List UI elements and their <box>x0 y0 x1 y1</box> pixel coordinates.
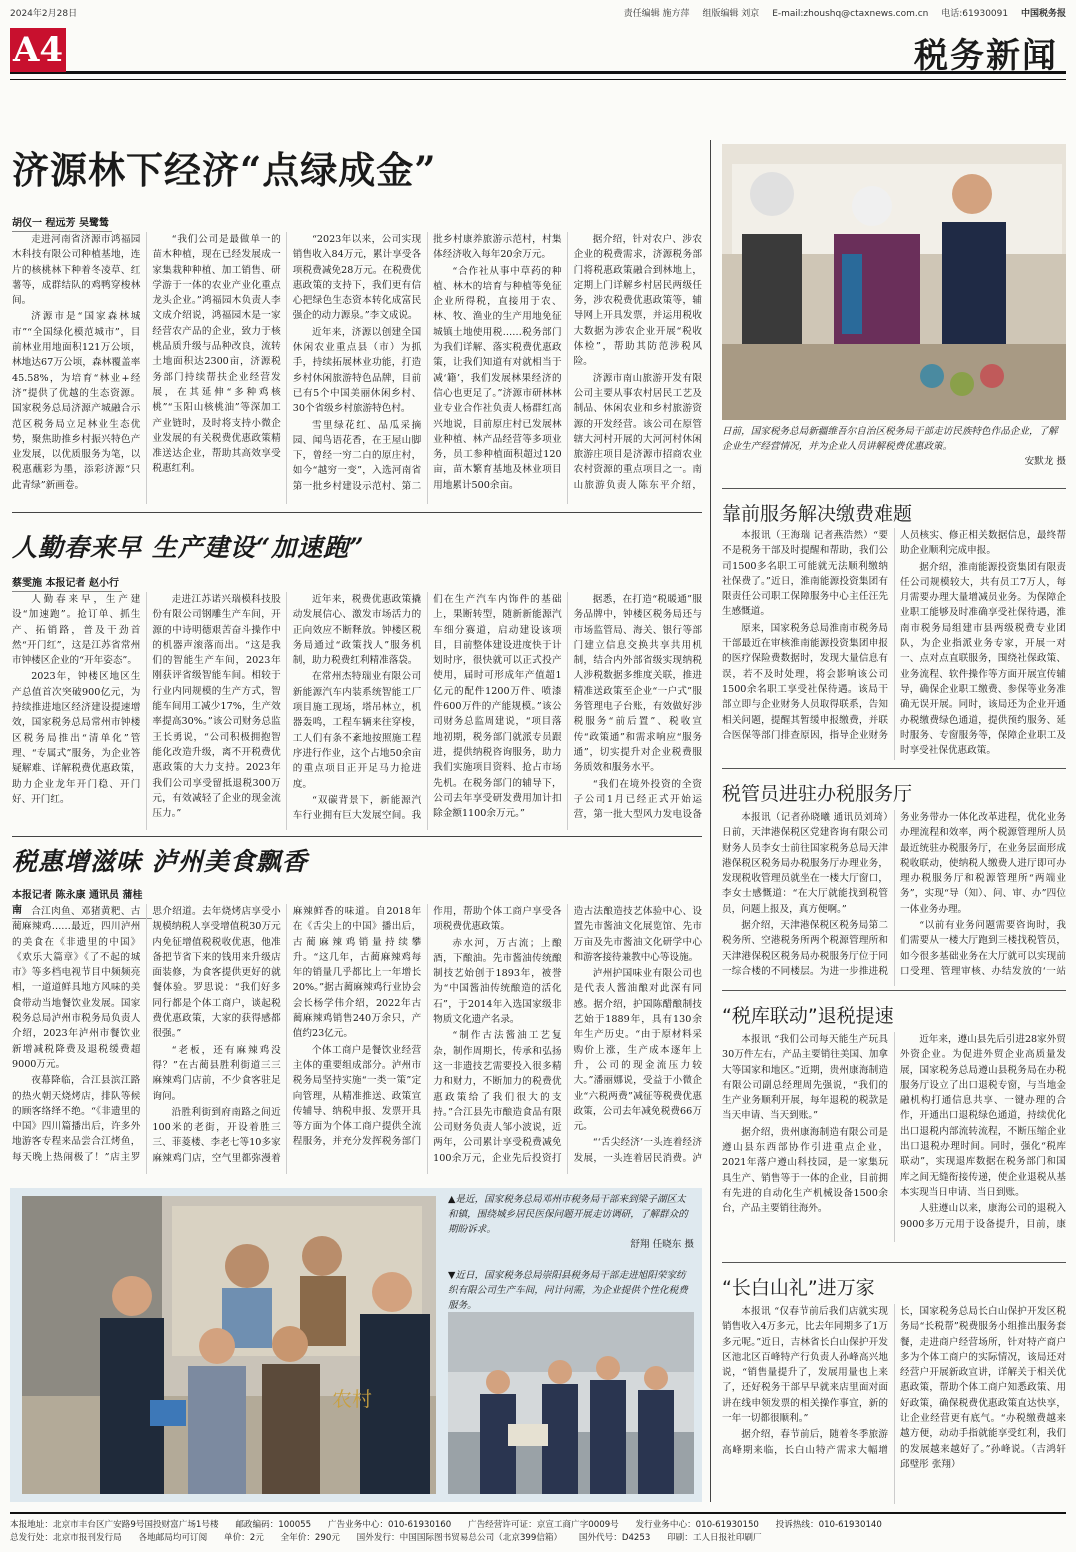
footer-line-2 <box>10 1532 1066 1545</box>
right5-body <box>722 1304 1066 1504</box>
footer-distribution: 发行业务中心：010-61930150 <box>635 1520 759 1530</box>
article1-title: 济源林下经济“点绿成金” <box>12 148 437 192</box>
right4-title: “税库联动”退税提速 <box>722 990 1066 1028</box>
right1-credit: 安默龙 摄 <box>1024 456 1066 467</box>
right5-title: “长白山礼”进万家 <box>722 1262 1066 1300</box>
article2-body <box>12 592 702 830</box>
article1-byline: 胡仪一 程远芳 吴鹭鸶 <box>12 214 112 232</box>
panel-credit-1: 舒翔 任晓东 摄 <box>630 1239 694 1250</box>
right2-p2: 原来，国家税务总局淮南市税务局干部最近在审核淮南能源投资集团申报的医疗保险费数据时，发现大量信息有误，若不及时处理，将会影响该公司1500余名职工享受社保待遇。该局干部立即与企业财务人员取得联系，告知相关问题，提醒其暂缓申报缴费，并联合医保等部门排查原因，指导企业财务人员核实、修正相关数据信息，最终帮助企业顺利完成申报。 <box>722 530 1066 741</box>
main-column-divider <box>710 140 711 1502</box>
phone: 电话:61930091 <box>941 9 1009 19</box>
right5-p1: 本报讯 “仅春节前后我们店就实现销售收入4万多元，比去年同期多了1万多元呢。”近日，吉林省长白山保护开发区池北区百峰特产行负责人孙峰高兴地说，“销售量提升了，发展用量也上来了，还好税务干部早早就来店里面对面讲在线申领发票的相关操作事宜，新的一年一切都很顺利。” <box>722 1306 888 1425</box>
footer-overseas-code: 国外代号：D4253 <box>578 1533 651 1543</box>
top-strip <box>10 6 1066 20</box>
right4-p4: 人驻遵山以来，康海公司的退税入9000多万元用于设备提升，目前，康 <box>900 1203 1066 1230</box>
article2-p6: “双碳背景下，新能源汽车行业拥有巨大发展空间。我们在生产汽车内饰件的基础上，果断转型，随新新能源汽车细分赛道，启动建设该项目，目前整体建设进度快于计划时序，很快就可以正式投产使用，届时可形成年产值超1亿元的配件1200万件、喷漆件600万件的产能规模。”该公司财务总监周建说，“项目落地初期，税务部门就派专员跟进，提供纳税咨询服务，助力我们实施项目资料、抢占市场先机。在税务部门的辅导下，公司去年享受研发费用加计扣除金额1100余万元。” <box>292 594 562 822</box>
article3-p6: 赤水河，万古流；上酿酒，下酿油。先市酱油传统酿制技艺始创于1893年，被誉为“中国酱油传统酿造的活化石”，于2014年入选国家级非物质文化遗产名录。 <box>433 937 562 1026</box>
article1-body <box>12 232 702 504</box>
article2-p1: 人勤春来早，生产建设“加速跑”。抢订单、抓生产、拓销路，普及干劲首然“开门红”，这是江苏省常州市钟楼区企业的“开年姿态”。 <box>12 594 141 667</box>
article2-title: 人勤春来早 生产建设“加速跑” <box>12 533 365 562</box>
footer-overseas: 国外发行：中国国际图书贸易总公司（北京399信箱） <box>356 1533 563 1543</box>
article1-p5: 近年来，济源以创建全国休闲农业重点县（市）为抓手，持续拓展林业功能，打造乡村休闲旅游特色品牌，目前已有5个中国美丽休闲乡村、30个省级乡村旅游特色村。 <box>292 326 422 415</box>
article3-p4: 沿胜利街到府南路之间近100米的老街，开设着胜三三、菲菱楼、李老七等10多家麻辣鸡门店，空气里都弥漫着麻辣鲜香的味道。自2018年在《舌尖上的中国》播出后，古蔺麻辣鸡销量持续攀升。“这几年，古蔺麻辣鸡每年的销量几乎都比上一年增长20%。”据古蔺麻辣鸡行业协会会长杨学伟介绍，2022年古蔺麻辣鸡销售240万余只，产值约23亿元。 <box>152 906 422 1164</box>
panel-caption-1-text: ▲是近，国家税务总局邓州市税务局干部来到梁子湖区太和镇，围绕城乡居民医保问题开展走访调研，了解群众的期盼诉求。 <box>448 1194 688 1235</box>
article1-p9: 济源市南山旅游开发有限公司主要从事农村居民工艺及制品、休闲农业和乡村旅游资源的开发经营。该公司在原管辖大河村开展的大河河村休闲旅游庄项目是济源市招商农业农村资源的重点项目之一。南山旅游负责人陈东平介绍， <box>573 372 702 491</box>
footer-postcode: 邮政编码：100055 <box>235 1520 312 1530</box>
right2-title: 靠前服务解决缴费难题 <box>722 488 1066 526</box>
right1-caption-text: 日前，国家税务总局新疆维吾尔自治区税务局干部走访民族特色作品企业，了解企业生产经营情况，并为企业人员讲解税费优惠政策。 <box>722 426 1058 452</box>
article1-p6: 雪里绿花红、品瓜采摘园、闻鸟语花香，在王屋山脚下，曾经一穷二白的原庄村，如今“越穷一变”，入选河南省第一批乡村建设示范村、第二批乡村康养旅游示范村，村集体经济收入每年20余万元。 <box>292 234 562 492</box>
right3-p3: “以前有业务问题需要咨询时，我们需要从一楼大厅跑到三楼找税管员，如今很多基础业务在大厅就可以实现前口受理、管理审核、办结发放的‘一站 <box>900 920 1066 977</box>
right4-body <box>722 1032 1066 1242</box>
right5-p2: 据介绍，春节前后，随着冬季旅游高峰期来临，长白山特产需求大幅增长，国家税务总局长白山保护开发区税务局“长税帮”税费服务小组推出服务套餐，走进商户经营场所，针对特产商户多为个体工商户的实际情况，该局还对经营户开展新政宣讲，详解关于相关优惠政策，帮助个体工商户知悉政策、用好政策，确保税费优惠政策直达快享，让企业经营更有底气。“办税缴费越来越方便，动动手指就能享受红利，我们的发展越来越好了。”孙峰说。（吉鸿轩 邱璧彤 张翔） <box>722 1306 1066 1470</box>
footer <box>10 1512 1066 1545</box>
right3-body <box>722 810 1066 986</box>
footer-issuer: 总发行处：北京市报刊发行局 <box>10 1533 122 1543</box>
article3-p5: 个体工商户是餐饮业经营主体的重要组成部分。泸州市税务局坚持实施“一类一策”定向管理，从精准推送、政策宣传辅导、纳税申报、发票开具等方面为个体工商户提供全流程服务，并充分发挥税务部门作用，帮助个体工商户享受各项税费优惠政策。 <box>292 906 562 1148</box>
article3-byline: 本报记者 陈永康 通讯员 蒲桂南 <box>12 886 152 919</box>
right1-caption <box>722 424 1066 469</box>
photo-village-visit <box>22 1196 436 1494</box>
article3-p8: 泸州护国味业有限公司也是代表人酱油酿对此深有同感。据介绍，护国陈醋酿制技艺始于1889年，具有130余年生产历史。“由于原材料采购价上涨，生产成本逐年上升，公司的现金流压力较大。”潘丽娜说，受益于小微企业“六税两费”减征等税费优惠政策，公司去年减免税费66万元。 <box>573 968 702 1133</box>
footer-subscribe: 各地邮局均可订阅 <box>138 1533 208 1543</box>
page-number: A4 <box>10 28 66 72</box>
photo-xinjiang-visit-image <box>722 144 1066 420</box>
article1-p4: “2023年以来，公司实现销售收入84万元，累计享受各项税费减免28万元。在税费优惠政策的支持下，我们更有信心把绿色生态资本转化成富民强企的动力源泉。”李文成说。 <box>292 234 422 322</box>
footer-address: 本报地址：北京市丰台区广安路9号国投财富广场1号楼 <box>10 1520 219 1530</box>
article2-bottom-rule <box>12 836 702 837</box>
article1-p8: 据介绍，针对农户、涉农企业的税费需求，济源税务部门将税惠政策融合到林地上，定期上门详解乡村居民两级任务，涉农税费优惠政策等，辅导网上开具发票，并运用税收大数据为涉农企业开展“税收体检”，帮助其防范涉税风险。 <box>573 234 702 368</box>
mural-text: 农村 <box>332 1387 372 1411</box>
footer-printer: 印刷：工人日报社印刷厂 <box>667 1533 762 1543</box>
article2-byline: 蔡雯施 本报记者 赵小行 <box>12 574 122 592</box>
right2-body <box>722 528 1066 760</box>
photo-xinjiang-visit <box>722 144 1066 420</box>
article3-p2: 夜幕降临，合江县滨江路的热火朝天烧烤店，排队等候的顾客络绎不绝。“《非遗里的中国》四川篇播出后，许多外地游客专程来品尝合江烤鱼，每天晚上热闹极了！”店主罗思介绍道。去年烧烤店享受小规模纳税人享受增值税30万元内免征增值税税收优惠，他准备把节省下来的钱用来升级店面装修，为食客提供更好的就餐体验。罗思说：“我们好多同行都是个体工商户，谈起税费优惠政策，大家的获得感都很强。” <box>12 906 281 1163</box>
right3-p1: 本报讯（记者孙晓曦 通讯员刘琦）日前，天津港保税区党建咨询有限公司财务人员李女士前往国家税务总局天津港保税区税务局办税服务厅办理业务，发现税收管理员就坐在一楼大厅窗口，李女士感慨道：“在大厅就能找到税管员，问题上报及，真方便啊。” <box>722 812 888 915</box>
article3-p3: “老板，还有麻辣鸡没得？”在古蔺县胜利街道三三麻辣鸡门店前，不少食客驻足询问。 <box>152 1044 281 1102</box>
right3-title: 税管员进驻办税服务厅 <box>722 768 1066 806</box>
right2-p1: 本报讯（王海瑞 记者燕浩然）“要不是税务干部及时提醒和帮助，我们公司1500多名职工可能就无法顺利缴纳社保费了。”近日，淮南能源投资集团有限责任公司职工保障服务中心主任汪先生感慨道。 <box>722 530 888 618</box>
designer: 组版编辑 刘京 <box>702 9 760 19</box>
photo-factory-visit-image <box>448 1312 694 1494</box>
article2-p2: 2023年，钟楼区地区生产总值首次突破900亿元，为持续推进地区经济建设提速增效，国家税务总局常州市钟楼区税务局推出“清单化”管理、“专属式”服务，为企业答疑解难、详解税费优惠政策，助力企业龙年开门稳、开门好、开门红。 <box>12 671 141 805</box>
email[interactable]: E-mail:zhoushq@ctaxnews.com.cn <box>772 9 929 19</box>
article3-p7: “制作古法酱油工艺复杂，制作周期长，传承和弘扬这一非遗技艺需要投入很多精力和财力，不断加力的税费优惠政策给了我们很大的支持。”合江县先市酿造食品有限公司财务负责人邹小波说，近两年，公司累计享受税费减免100余万元，企业先后投资打造古法酿造技艺体验中心、设置先市酱油文化展览馆、先市万亩及先市酱油文化研学中心和游客接待兼教中心等设施。 <box>433 906 702 1164</box>
footer-ad-center: 广告业务中心：010-61930160 <box>327 1520 452 1530</box>
photo-factory-visit <box>448 1312 694 1494</box>
article2-p8: “我们在境外投资的全资子公司1月已经正式开始运营，第一批大型风力发电设备 <box>573 778 702 821</box>
footer-complaint: 投诉热线：010-61930140 <box>775 1520 882 1530</box>
article2-p3: 走进江苏诺兴瑞模科技股份有限公司钢雕生产车间，开源的中诗明德艰苦奋斗操作中的机器声滚落而出。“这是我们的智能生产车间，2023年刚获评省级智能车间。相较于行业内同规模的生产方式，智能车间用工减少17%，生产效率提高30%。”该公司财务总监王长勇说，“公司积极拥抱智能化改造升级，离不开税费优惠政策的大力支持。2023年我们公司享受留抵退税300万元，有效减轻了企业的现金流压力。” <box>152 594 281 820</box>
masthead <box>10 22 1066 74</box>
article1-p2: 济源市是“国家森林城市”“全国绿化模范城市”，目前林业用地面积121万公顷，林地达67万公顷，森林覆盖率45.58%，为培育“林业+经济”提供了优越的生态资源。国家税务总局济源产城融合示范区税务局立足林业生态优势，聚焦助推乡村振兴特色产业发展，以优质服务为笔，以税惠蘸彩为墨，添彩济源“只此青绿”新画卷。 <box>12 311 141 491</box>
article1-bottom-rule <box>12 512 702 513</box>
panel-caption-2-text: ▼近日，国家税务总局崇阳县税务局干部走进旭阳荣家纺织有限公司生产车间，问计问需，为企业提供个性化税费服务。 <box>448 1270 688 1311</box>
footer-line-1 <box>10 1519 1066 1532</box>
article2-p7: 据悉，在打造“税暖通”服务品牌中，钟楼区税务局还与市场监管局、海关、银行等部门建立信息交换共享共用机制，结合内外部省级实现纳税人涉税数据多维度关联，推进精准送政策至企业“一户式”服务管理电子台账，有效做好涉税服务“前后置”、税收宣传“政策通”和需求响应“服务通”，切实提升对企业税费服务质效和服务水平。 <box>573 594 702 774</box>
article3-title: 税惠增滋味 泸州美食飘香 <box>12 847 308 876</box>
editor: 责任编辑 施方萍 <box>623 9 690 19</box>
masthead-rule <box>10 79 1066 80</box>
editorial-info <box>614 6 1066 19</box>
article2-p4: 近年来，税费优惠政策撬动发展信心、激发市场活力的正向效应不断释放。钟楼区税务局通过“政策找人”服务机制，助力税费红利精准落袋。 <box>292 594 422 667</box>
right3-p2: 据介绍，天津港保税区税务局第二税务所、空港税务所两个税源管理所和天津港保税区税务局办税服务厅位于同一综合楼的不同楼层。为进一步推进税务业务带办一体化改革进程，优化业务办理流程和效率，两个税源管理所人员最近统驻办税服务厅，在业务层面形成税收联动，使纳税人缴费人进厅即可办理办税服务厅和税源管理所“两端业务”，实现“导（知）、问、审、办”四位一体业务办理。 <box>722 812 1066 977</box>
footer-annual-price: 全年价：290元 <box>280 1533 340 1543</box>
right2-p3: 据介绍，淮南能源投资集团有限责任公司规模较大，共有员工7万人，每月需要办理大量增减员业务。为保障企业职工能够及时准确享受社保待遇，淮南市税务局组建市县两级税费专业团队，为企业指派业务专家，开展一对一、点对点直联服务，围绕社保政策、业务流程、软件操作等方面开展宣传辅导，确保企业职工缴费、参保等业务准确无误开展。同时，该局还为企业开通办税缴费绿色通道，提供预约服务、延时服务、专窗服务等，保障企业职工及时享受社保优惠政策。 <box>900 561 1066 757</box>
footer-ad-license: 广告经营许可证：京宣工商广字0009号 <box>467 1520 619 1530</box>
article2-p5: 在常州杰特瑞业有限公司新能源汽车内装系统智能工厂项目施工现场，塔吊林立，机器轰鸣，工程车辆来往穿梭，工人们有条不紊地按照施工程序进行作业，这个占地50余亩的重点项目正开足马力抢进度。 <box>292 671 422 790</box>
issue-date: 2024年2月28日 <box>10 9 78 19</box>
right4-p2: 据介绍，贵州康海制造有限公司是遵山县东西部协作引进重点企业，2021年落户遵山科技园，是一家集玩具生产、销售等于一体的企业，目前拥有先进的自动化生产机械设备1500余台，产品主要销往海外。 <box>722 1126 888 1215</box>
right4-p1: 本报讯 “我们公司每天能生产玩具30万件左右，产品主要销往美国、加拿大等国家和地区。”近期，贵州康海制造有限公司副总经理周先强说，“我们的生产业务顺利开展，每年退税的税款是当天申请、当天到账。” <box>722 1034 888 1122</box>
article1-p7: “合作社从事中草药的种植、林木的培育与种植等免征企业所得税，直接用于农、林、牧、渔业的生产用地免征城镇土地使用税……税务部门为我们详解、落实税费优惠政策，让我们知道有对就相当于减‘籍’，我们发展林果经济的信心也更足了。”济源市研林林业专业合作社负责人杨群红高兴地说，目前原庄村已发展林业种植、林产品经营等多项业务，员工参种植面积超过120亩，苗木繁育基地及林业项目用地累计500余亩。 <box>433 265 562 491</box>
paper-name: 中国税务报 <box>1020 9 1066 19</box>
footer-unit-price: 单价：2元 <box>223 1533 264 1543</box>
article1-p1: 走进河南省济源市鸿福园木科技有限公司种植基地，连片的核桃林下种着冬凌草、红薯等，成群结队的鸡鸭穿梭林间。 <box>12 234 141 307</box>
article3-body <box>12 904 702 1174</box>
section-title: 税务新闻 <box>914 36 1058 76</box>
article1-p3: “我们公司是最做单一的苗木种植，现在已经发展成一家集栽种种植、加工销售、研学游于一体的农业产业化重点龙头企业。”鸿福园木负责人李文成介绍说，鸿福园木是一家经营农产品的企业，致力于核桃品质升级与品种改良，流转土地面积达2300亩，济源税务部门持续帮扶企业经营发展，在其延伸“多种鸡核桃”“玉阳山核桃油”等深加工产业链时，及时将支持小微企业发展的有关税费优惠政策精准送达企业，帮助其高效享受税惠红利。 <box>152 234 281 475</box>
panel-caption-1 <box>448 1192 694 1252</box>
photo-panel <box>10 1188 702 1502</box>
right4-p3: 近年来，遵山县先后引进28家外贸外资企业。为促进外贸企业高质量发展，国家税务总局遵山县税务局在办税服务厅设立了出口退税专窗，与当地金融机构打通信息共享、一键办理的合作，开通出口退税绿色通道，持续优化出口退税内部流转流程，不断压缩企业出口退税办理时间。同时，强化“税库联动”，实现退库数据在税务部门和国库之间无缝衔接传递，使企业退税从基本实现当日申请、当日到账。 <box>900 1034 1066 1198</box>
article3-p9: “‘舌尖经济’一头连着经济发展，一头连着居民消费。泸 <box>573 1137 702 1164</box>
photo-village-visit-image <box>22 1196 436 1494</box>
article3-p1: 合江肉鱼、邓猪黄粑、古蔺麻辣鸡……最近，四川泸州的美食在《非遗里的中国》《欢乐大篇章》《了不起的城市》等多档电视节目中频频亮相，一道道鲜具地方风味的美食带动当地餐饮业发展。国家税务总局泸州市税务局负责人介绍，2023年泸州市餐饮业新增减税降费及退税缓费超9000万元。 <box>12 906 141 1070</box>
